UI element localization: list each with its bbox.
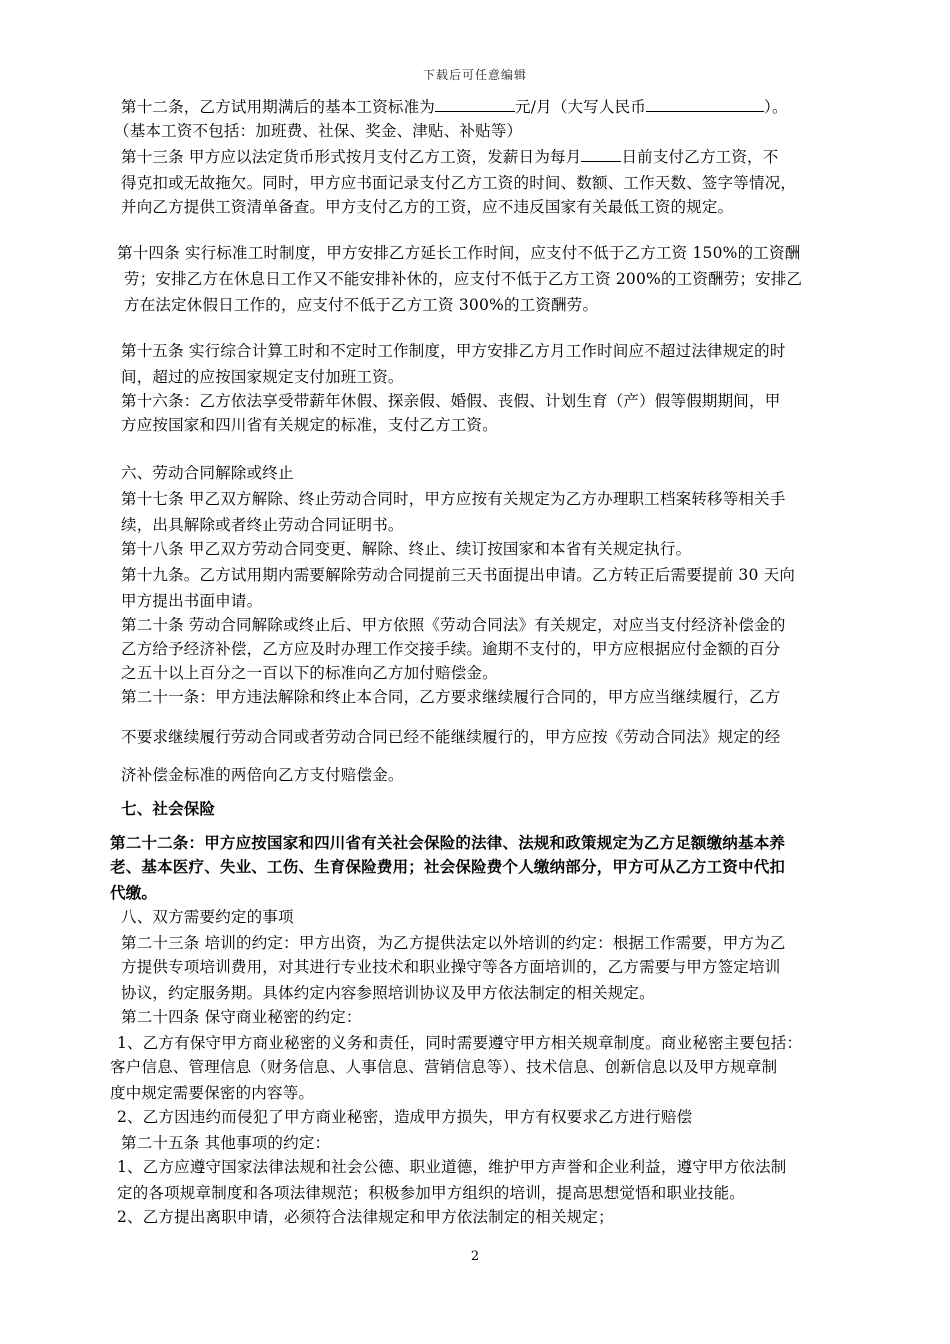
clause-14: 第十四条 实行标准工时制度，甲方安排乙方延长工作时间，应支付不低于乙方工资 150%的工资酬 bbox=[117, 244, 801, 262]
text-line: 续，出具解除或者终止劳动合同证明书。 bbox=[121, 516, 404, 534]
clause-12-line bbox=[121, 97, 788, 117]
text-line: 方应按国家和四川省有关规定的标准，支付乙方工资。 bbox=[121, 416, 498, 434]
text-line: 1、乙方应遵守国家法律法规和社会公德、职业道德，维护甲方声誉和企业利益，遵守甲方依法制 bbox=[117, 1158, 787, 1176]
section-heading-6: 六、劳动合同解除或终止 bbox=[121, 464, 294, 482]
text-line: 客户信息、管理信息（财务信息、人事信息、营销信息等）、技术信息、创新信息以及甲方规章制 bbox=[110, 1058, 778, 1076]
clause-13-text: 第十三条 甲方应以法定货币形式按月支付乙方工资，发薪日为每月 bbox=[121, 148, 582, 166]
clause-21: 第二十一条：甲方违法解除和终止本合同，乙方要求继续履行合同的，甲方应当继续履行，乙方 bbox=[121, 688, 781, 706]
clause-13-cont: 日前支付乙方工资，不 bbox=[621, 148, 779, 166]
text-line: 济补偿金标准的两倍向乙方支付赔偿金。 bbox=[121, 766, 404, 784]
text-line: 乙方给予经济补偿，乙方应及时办理工作交接手续。逾期不支付的，甲方应根据应付金额的百分 bbox=[121, 640, 781, 658]
clause-12-end: ）。 bbox=[764, 98, 788, 116]
clause-12-text: 第十二条，乙方试用期满后的基本工资标准为 bbox=[121, 98, 436, 116]
clause-16: 第十六条：乙方依法享受带薪年休假、探亲假、婚假、丧假、计划生育（产）假等假期期间，甲 bbox=[121, 392, 781, 410]
text-line: 代缴。 bbox=[110, 883, 158, 902]
clause-20: 第二十条 劳动合同解除或终止后、甲方依照《劳动合同法》有关规定，对应当支付经济补偿金的 bbox=[121, 616, 786, 634]
clause-17: 第十七条 甲乙双方解除、终止劳动合同时，甲方应按有关规定为乙方办理职工档案转移等相关手 bbox=[121, 490, 786, 508]
page-header: 下载后可任意编辑 bbox=[422, 68, 527, 82]
text-line: 不要求继续履行劳动合同或者劳动合同已经不能继续履行的，甲方应按《劳动合同法》规定的经 bbox=[121, 728, 781, 746]
clause-12-unit: 元/月（大写人民币 bbox=[515, 98, 647, 116]
clause-13-line bbox=[121, 147, 778, 167]
text-line: 之五十以上百分之一百以下的标准向乙方加付赔偿金。 bbox=[121, 664, 498, 682]
clause-22: 第二十二条：甲方应按国家和四川省有关社会保险的法律、法规和政策规定为乙方足额缴纳基本养 bbox=[110, 833, 786, 852]
clause-25: 第二十五条 其他事项的约定： bbox=[121, 1134, 331, 1152]
text-line: 1、乙方有保守甲方商业秘密的义务和责任，同时需要遵守甲方相关规章制度。商业秘密主要包括： bbox=[117, 1034, 803, 1052]
text-line: 协议，约定服务期。具体约定内容参照培训协议及甲方依法制定的相关规定。 bbox=[121, 984, 655, 1002]
salary-amount-blank[interactable] bbox=[435, 97, 515, 112]
text-line: 间，超过的应按国家规定支付加班工资。 bbox=[121, 368, 404, 386]
text-line: 方提供专项培训费用，对其进行专业技术和职业操守等各方面培训的，乙方需要与甲方签定培训 bbox=[121, 958, 781, 976]
text-line: 方在法定休假日工作的，应支付不低于乙方工资 300%的工资酬劳。 bbox=[124, 296, 599, 314]
clause-24: 第二十四条 保守商业秘密的约定： bbox=[121, 1008, 362, 1026]
clause-18: 第十八条 甲乙双方劳动合同变更、解除、终止、续订按国家和本省有关规定执行。 bbox=[121, 540, 692, 558]
payday-blank[interactable] bbox=[581, 147, 621, 162]
text-line: 并向乙方提供工资清单备查。甲方支付乙方的工资，应不违反国家有关最低工资的规定。 bbox=[121, 198, 734, 216]
text-line: 2、乙方提出离职申请，必须符合法律规定和甲方依法制定的相关规定； bbox=[117, 1208, 614, 1226]
text-line: （基本工资不包括：加班费、社保、奖金、津贴、补贴等） bbox=[114, 122, 523, 140]
text-line: 定的各项规章制度和各项法律规范；积极参加甲方组织的培训，提高思想觉悟和职业技能。 bbox=[117, 1184, 746, 1202]
clause-23: 第二十三条 培训的约定：甲方出资，为乙方提供法定以外培训的约定：根据工作需要，甲方为乙 bbox=[121, 934, 786, 952]
text-line: 甲方提出书面申请。 bbox=[121, 592, 263, 610]
section-heading-7: 七、社会保险 bbox=[121, 799, 216, 818]
section-heading-8: 八、双方需要约定的事项 bbox=[121, 908, 294, 926]
clause-15: 第十五条 实行综合计算工时和不定时工作制度，甲方安排乙方月工作时间应不超过法律规定的时 bbox=[121, 342, 786, 360]
page-number: 2 bbox=[470, 1249, 480, 1264]
salary-words-blank[interactable] bbox=[646, 97, 764, 112]
text-line: 得克扣或无故拖欠。同时，甲方应书面记录支付乙方工资的时间、数额、工作天数、签字等情况， bbox=[121, 174, 797, 192]
clause-19: 第十九条。乙方试用期内需要解除劳动合同提前三天书面提出申请。乙方转正后需要提前 30 天向 bbox=[121, 566, 796, 584]
text-line: 老、基本医疗、失业、工伤、生育保险费用；社会保险费个人缴纳部分，甲方可从乙方工资中代扣 bbox=[110, 857, 786, 876]
text-line: 劳；安排乙方在休息日工作又不能安排补休的，应支付不低于乙方工资 200%的工资酬劳；安排乙 bbox=[124, 270, 803, 288]
text-line: 2、乙方因违约而侵犯了甲方商业秘密，造成甲方损失，甲方有权要求乙方进行赔偿 bbox=[117, 1108, 693, 1126]
text-line: 度中规定需要保密的内容等。 bbox=[110, 1084, 315, 1102]
